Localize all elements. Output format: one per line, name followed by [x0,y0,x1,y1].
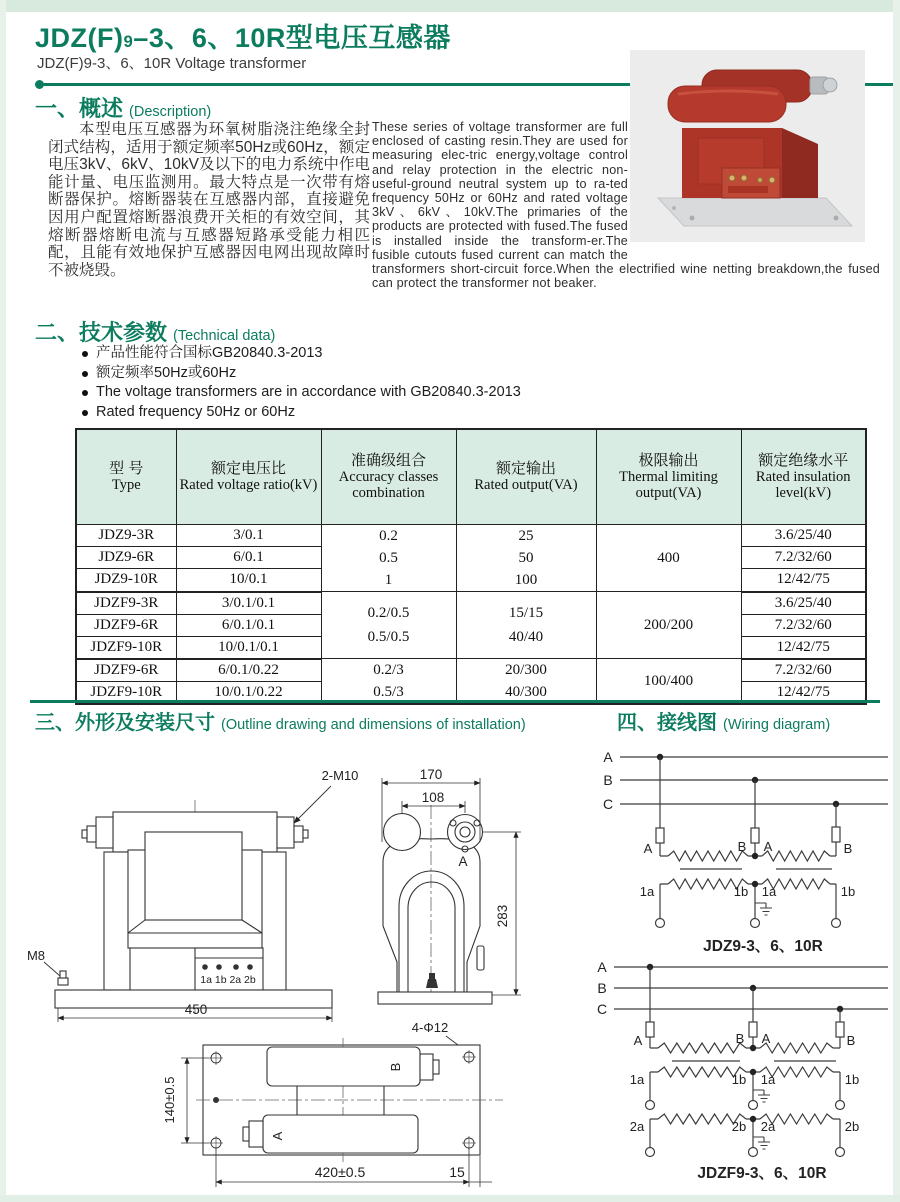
winding-label: B [846,1033,856,1048]
cell-thermal-group3: 100/400 [596,659,741,705]
terminal [836,1101,845,1110]
dim-15-label: 15 [449,1164,465,1180]
page-subtitle: JDZ(F)9-3、6、10R Voltage transformer [37,55,307,72]
winding-label: A [643,841,653,856]
col-header-insulation: 额定绝缘水平 Rated insulation level(kV) [741,429,866,525]
cell-ratio: 10/0.1 [176,569,321,592]
page-border-top [0,0,900,12]
divider-line-2 [30,700,880,703]
cell-insulation: 3.6/25/40 [741,525,866,547]
section-1-title-en: (Description) [129,104,212,120]
bus-c-label: C [602,796,614,812]
winding-label: 1a [760,1072,776,1087]
winding-label: 1b [840,884,856,899]
cell-type: JDZF9-6R [76,614,176,636]
section-4-title-zh: 接线图 [657,712,717,734]
cell-type: JDZF9-6R [76,659,176,682]
outline-side-view [378,767,521,1051]
dim-140-label: 140±0.5 [162,1076,177,1124]
bus-b-label: B [597,980,607,996]
terminal-block [722,168,780,198]
section-1-number: 一、 [35,96,80,121]
outline-plan-view [162,1038,503,1187]
cell-output-group3: 20/300 40/300 [456,659,596,705]
section-4-title-en: (Wiring diagram) [723,717,831,733]
primary-winding-right [760,1043,833,1053]
technical-drawings [0,735,900,1202]
cell-ratio: 10/0.1/0.1 [176,636,321,659]
ground-symbol [753,1090,770,1102]
winding-label: A [761,1031,771,1046]
bus-a-label: A [603,749,613,765]
terminal [656,919,665,928]
ground-symbol [753,1137,770,1149]
col-header-output: 额定输出 Rated output(VA) [456,429,596,525]
winding-label: B [737,839,747,854]
primary-winding-left [668,851,748,861]
winding-label: B [843,841,853,856]
winding-label: A [763,839,773,854]
winding-label: 2b [731,1119,747,1134]
cell-insulation: 12/42/75 [741,681,866,704]
4-phi12-label: 4-Φ12 [411,1020,449,1035]
cell-type: JDZF9-3R [76,592,176,615]
2-m10-label: 2-M10 [321,768,359,783]
section-3-heading [35,706,526,735]
description-english: These series of voltage transformer are full enclosed of casting resin.They are used for measuring elec-tric energy,voltage control and relay protection in the electric non-useful-ground neutral system up to ra-ted frequency 50Hz or 60Hz and rated voltage 3kV、6kV、10kV.The primaries of the products are protected with fused.The fused is installed inside the transform-er.The fusible cutouts fused current can match the transformers short-circuit force.When the electrified wine netting breakdown,the fused can protect the transformer not beaker. [372,120,880,291]
section-2-title-zh: 技术参数 [79,320,168,345]
cell-output-group2: 15/15 40/40 [456,592,596,659]
table-header-row [76,429,866,525]
cell-insulation: 3.6/25/40 [741,592,866,615]
cell-accuracy-group2: 0.2/0.5 0.5/0.5 [321,592,456,659]
cell-ratio: 3/0.1 [176,525,321,547]
cell-accuracy-group1: 0.2 0.5 1 [321,525,456,592]
bushing-a-label: A [458,854,468,869]
winding-label: 1a [761,884,777,899]
terminal [646,1101,655,1110]
plan-label-b: B [388,1062,403,1072]
col-header-thermal: 极限输出 Thermal limiting output(VA) [596,429,741,525]
cell-type: JDZF9-10R [76,636,176,659]
bullet-item: 额定频率50Hz或60Hz [82,364,521,384]
winding-label: 1a [629,1072,645,1087]
fuse [656,828,664,843]
winding-label: 2a [629,1119,645,1134]
winding-label: A [633,1033,643,1048]
description-chinese: 本型电压互感器为环氧树脂浇注绝缘全封闭式结构，适用于额定频率50Hz或60Hz，额定电压3kV、6kV、10kV及以下的电力系统中作电能计量、电压监测用。最大特点是一次带有熔断器保护。熔断器装在互感器内部，直接避免因用户配置熔断器浪费开关柜的有效空间，其熔断器熔断电流与互感器短路承受能力相匹配，且能有效地保护互感器因电网出现故障时不被烧毁。 [48,121,370,279]
dim-283-label: 283 [495,904,510,928]
section-4-number: 四、 [617,712,657,734]
cell-thermal-group1: 400 [596,525,741,592]
cell-type: JDZF9-10R [76,681,176,704]
fuse [646,1022,654,1037]
cell-ratio: 10/0.1/0.22 [176,681,321,704]
wiring-diagram-jdzf9 [597,959,888,1182]
table-row [76,592,866,615]
section-4-heading [617,706,830,735]
cell-ratio: 6/0.1/0.1 [176,614,321,636]
section-2-heading [35,316,275,347]
fuse [832,827,840,842]
winding-label: 2a [760,1119,776,1134]
technical-bullet-list [82,344,521,422]
wiring-caption-jdz9: JDZ9-3、6、10R [703,938,823,955]
cell-ratio: 6/0.1/0.22 [176,659,321,682]
terminal-markings-label: 1a 1b 2a 2b [200,974,256,986]
terminal [832,919,841,928]
page-title: JDZ(F)9–3、6、10R型电压互感器 [35,23,451,53]
section-2-title-en: (Technical data) [173,328,276,344]
specification-table [75,428,867,705]
winding-label: 1b [731,1072,747,1087]
dim-420-label: 420±0.5 [314,1164,366,1180]
section-3-title-zh: 外形及安装尺寸 [75,712,215,734]
bullet-item: 产品性能符合国标GB20840.3-2013 [82,344,521,364]
bus-a-label: A [597,959,607,975]
cell-output-group1: 25 50 100 [456,525,596,592]
cell-type: JDZ9-10R [76,569,176,592]
cell-ratio: 6/0.1 [176,547,321,569]
cell-ratio: 3/0.1/0.1 [176,592,321,615]
primary-winding-left [658,1043,746,1053]
ground-symbol [755,903,772,915]
winding-label: 1b [733,884,749,899]
col-header-ratio: 额定电压比 Rated voltage ratio(kV) [176,429,321,525]
mounting-base-plate [658,198,852,226]
dim-170-label: 170 [419,767,443,782]
fuse [836,1022,844,1037]
winding-label: 1a [639,884,655,899]
bus-c-label: C [596,1001,608,1017]
section-1-heading [35,92,211,123]
dim-108-label: 108 [421,790,445,805]
cell-type: JDZ9-6R [76,547,176,569]
col-header-type: 型 号 Type [76,429,176,525]
terminal [749,1148,758,1157]
wiring-diagram-jdz9 [603,749,888,955]
terminal [836,1148,845,1157]
section-3-title-en: (Outline drawing and dimensions of installation) [221,717,526,733]
winding-label: B [735,1031,745,1046]
table-row [76,525,866,547]
table-row [76,659,866,682]
cell-insulation: 12/42/75 [741,569,866,592]
plan-label-a: A [270,1131,285,1141]
product-photo [630,50,865,242]
cell-insulation: 7.2/32/60 [741,614,866,636]
terminal [749,1101,758,1110]
bullet-item: Rated frequency 50Hz or 60Hz [82,403,521,423]
section-2-number: 二、 [35,320,80,345]
wiring-caption-jdzf9: JDZF9-3、6、10R [697,1165,827,1182]
terminal [646,1148,655,1157]
outline-front-view [27,768,358,1022]
cell-insulation: 12/42/75 [741,636,866,659]
cell-insulation: 7.2/32/60 [741,659,866,682]
dim-108 [402,790,465,813]
section-1-title-zh: 概述 [79,96,124,121]
section-3-number: 三、 [35,712,75,734]
bushing-a-bottom [263,1115,418,1153]
cell-insulation: 7.2/32/60 [741,547,866,569]
dim-140 [162,1058,209,1143]
m8-stud-label: M8 [26,948,46,963]
winding-label: 1b [844,1072,860,1087]
fuse [749,1022,757,1037]
fuse [751,828,759,843]
product-photo-illustration [630,50,865,242]
cell-thermal-group2: 200/200 [596,592,741,659]
cell-type: JDZ9-3R [76,525,176,547]
col-header-accuracy: 准确级组合 Accuracy classes combination [321,429,456,525]
cell-accuracy-group3: 0.2/3 0.5/3 [321,659,456,705]
terminal [751,919,760,928]
bullet-item: The voltage transformers are in accordance with GB20840.3-2013 [82,383,521,403]
winding-label: 2b [844,1119,860,1134]
dim-283 [483,832,521,995]
bus-b-label: B [603,772,613,788]
dim-450-label: 450 [184,1002,208,1017]
